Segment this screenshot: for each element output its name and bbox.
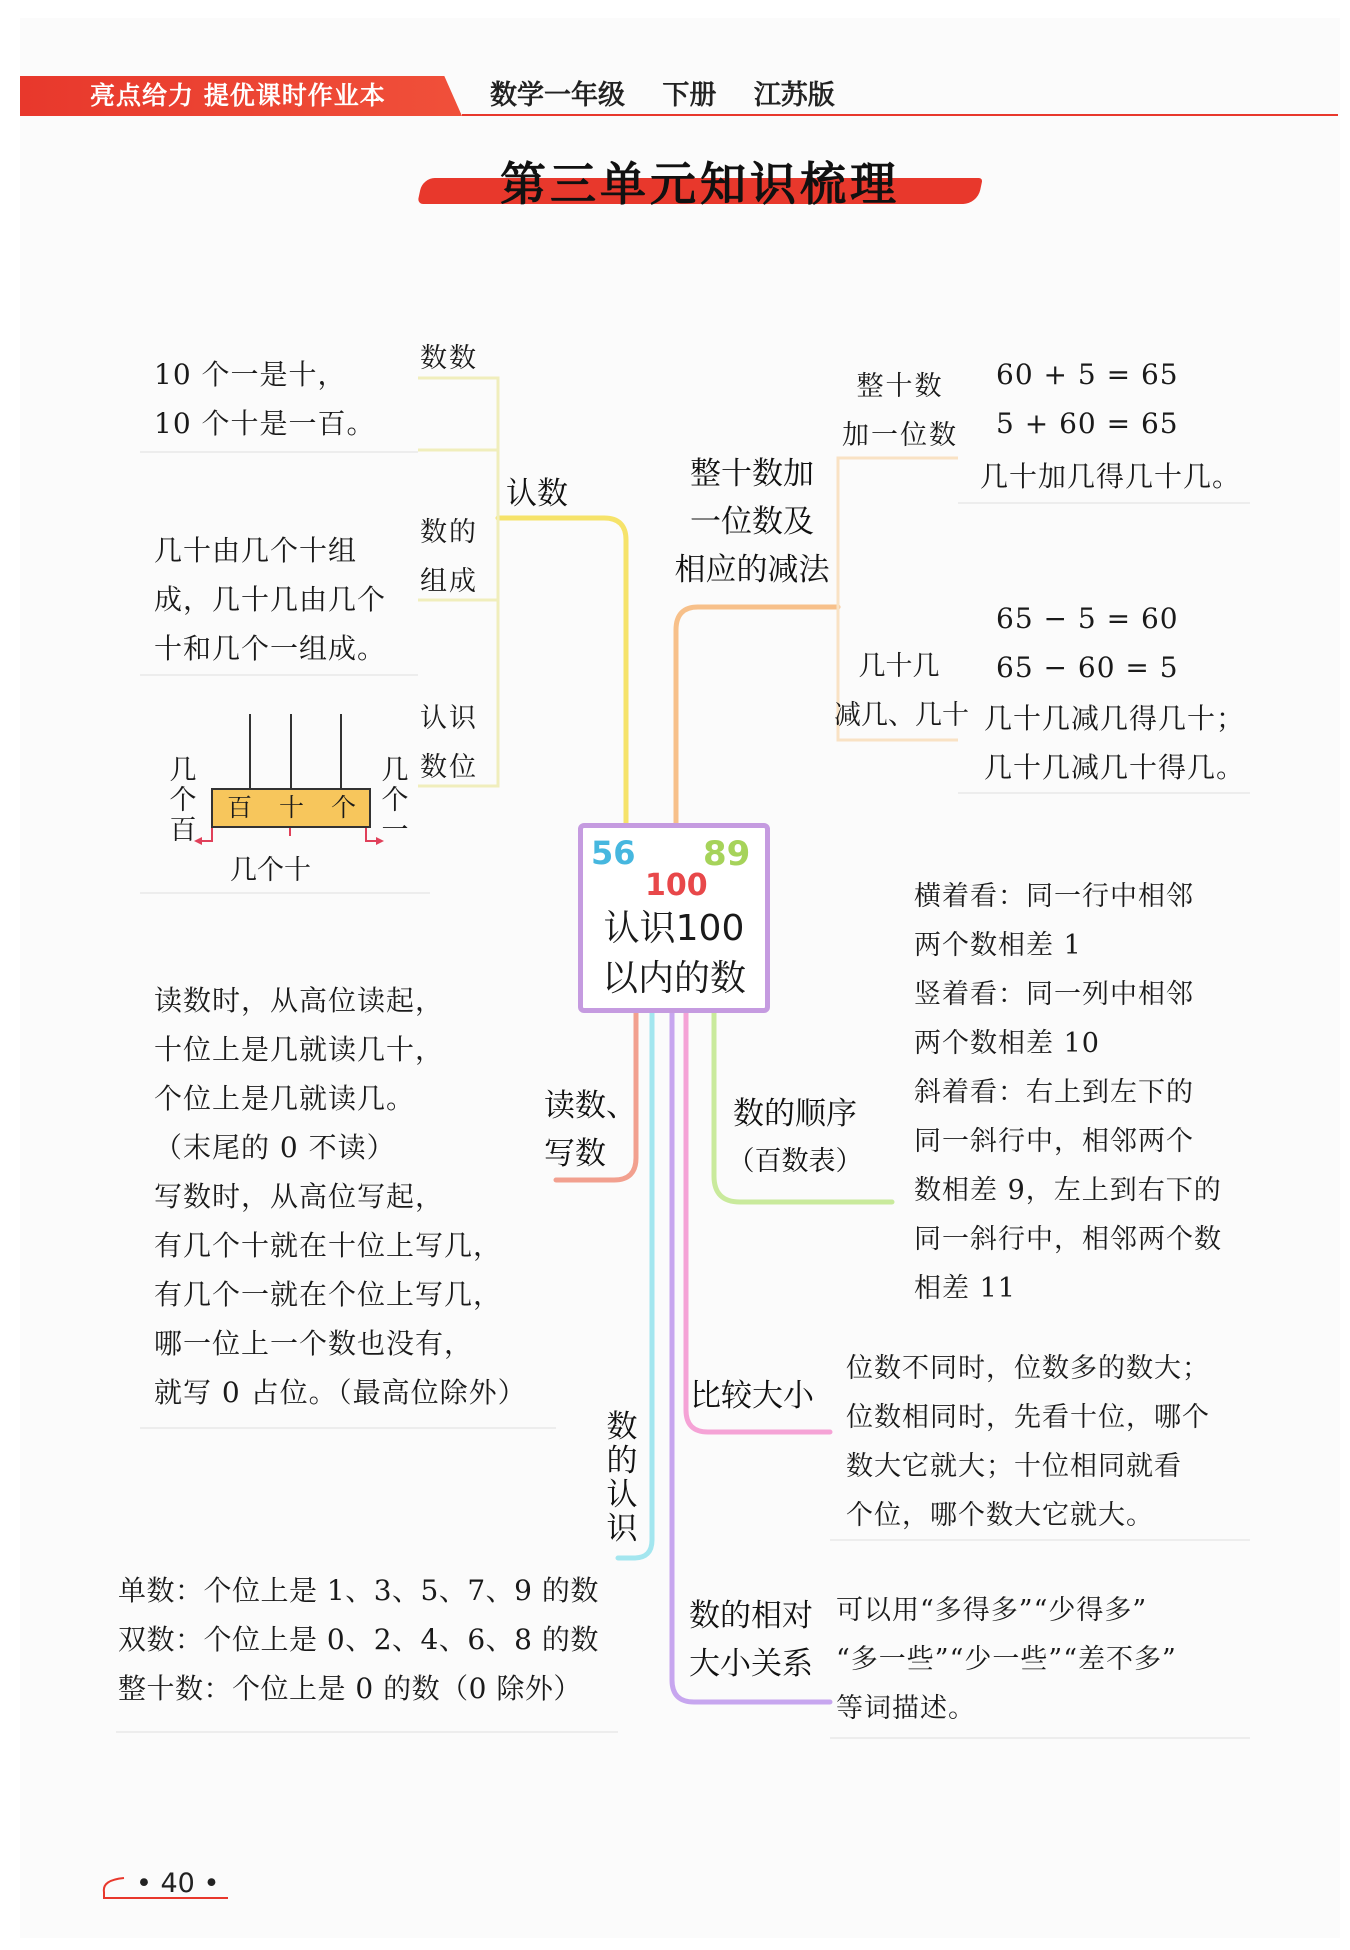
- branch-shudrenshi: [602, 1410, 642, 1546]
- note-duxie-line4: （末尾的 0 不读）: [154, 1131, 396, 1164]
- branch-zhengshi-line2: 一位数及: [690, 504, 814, 540]
- note-duxie-line7: 有几个一就在个位上写几，: [154, 1278, 503, 1311]
- abacus-left-label: [168, 756, 198, 846]
- central-topic-line2: 以内的数: [601, 958, 746, 999]
- note-jia-eq1: 60 + 5 = 65: [996, 358, 1179, 391]
- note-shushu-line1: 10 个一是十，: [154, 358, 347, 391]
- edition-label: 江苏版: [753, 80, 835, 111]
- abacus-right-char2: 个: [381, 785, 409, 816]
- note-shushu-line2: 10 个十是一百。: [154, 407, 376, 440]
- abacus-left-char1: 几: [169, 755, 197, 786]
- note-duxie-line8: 哪一位上一个数也没有，: [154, 1327, 474, 1360]
- connector-bijiao: [686, 1013, 830, 1432]
- note-zucheng-line3: 十和几个一组成。: [154, 632, 387, 665]
- note-xiangdui: [836, 1586, 1177, 1733]
- abacus-frame: [211, 788, 371, 828]
- branch-renshi-char1: 数: [606, 1409, 638, 1445]
- abacus-right-label: [380, 756, 410, 846]
- note-duxie-line3: 个位上是几就读几。: [154, 1082, 416, 1115]
- note-danshuang-line3: 整十数：个位上是 0 的数（0 除外）: [118, 1672, 582, 1705]
- note-xiangdui-line2: “多一些”“少一些”“差不多”: [836, 1644, 1177, 1675]
- note-shunxu-line9: 相差 11: [914, 1273, 1016, 1304]
- page-title: 第三单元知识梳理: [500, 157, 900, 211]
- center-number-56: 56: [591, 834, 636, 872]
- abacus-bottom-label: 几个十: [230, 855, 311, 886]
- sub-zucheng-line1: 数的: [420, 517, 478, 548]
- note-zucheng-line2: 成，几十几由几个: [154, 583, 387, 616]
- abacus-rod-ones: [340, 714, 342, 790]
- abacus-left-char2: 个: [169, 785, 197, 816]
- note-bijiao-line3: 数大它就大；十位相同就看: [846, 1451, 1182, 1482]
- abacus-hundreds-label: 百: [227, 793, 253, 822]
- note-duxie-line1: 读数时，从高位读起，: [154, 984, 445, 1017]
- connector-zhengshi: [676, 607, 838, 823]
- note-shunxu-line1: 横着看：同一行中相邻: [914, 881, 1194, 912]
- note-shunxu-line5: 斜着看：右上到左下的: [914, 1077, 1194, 1108]
- abacus-tens-label: 十: [279, 793, 305, 822]
- branch-renshi-char4: 识: [606, 1511, 638, 1547]
- branch-renshu: 认数: [506, 476, 568, 512]
- branch-xiangdui: [676, 1592, 826, 1688]
- note-shunxu-line2: 两个数相差 1: [914, 930, 1082, 961]
- note-duxie-line9: 就写 0 占位。（最高位除外）: [154, 1376, 527, 1409]
- sub-jian-line1: 几十几: [858, 651, 940, 682]
- page-number: • 40 •: [136, 1868, 220, 1899]
- branch-duxie-line2: 写数: [544, 1136, 606, 1172]
- sub-zucheng-line2: 组成: [420, 566, 478, 597]
- center-number-100: 100: [645, 868, 708, 903]
- branch-renshi-char2: 的: [606, 1443, 638, 1479]
- note-zucheng: [154, 526, 386, 673]
- center-number-89: 89: [703, 834, 751, 874]
- sub-shuwei-line1: 认识: [420, 703, 478, 734]
- note-danshuang-line1: 单数：个位上是 1、3、5、7、9 的数: [118, 1574, 599, 1607]
- sub-shushu: 数数: [420, 343, 478, 374]
- brand-name: 亮点给力 提优课时作业本: [90, 81, 386, 110]
- note-jian-rule: [984, 694, 1245, 792]
- abacus-ones-label: 个: [331, 793, 357, 822]
- note-duxie-line2: 十位上是几就读几十，: [154, 1033, 445, 1066]
- note-bijiao: [846, 1344, 1210, 1540]
- branch-bijiao: 比较大小: [690, 1378, 814, 1414]
- note-jian-rule1: 几十几减几得几十；: [984, 702, 1246, 735]
- sub-jia-line1: 整十数: [856, 371, 944, 402]
- note-zucheng-line1: 几十由几个十组: [154, 534, 358, 567]
- abacus-right-char1: 几: [381, 755, 409, 786]
- central-topic: [578, 823, 770, 1013]
- note-shushu: [154, 350, 376, 448]
- note-bijiao-line4: 个位，哪个数大它就大。: [846, 1500, 1154, 1531]
- subject-label: 数学一年级: [490, 80, 625, 111]
- note-shunxu-line8: 同一斜行中，相邻两个数: [914, 1224, 1222, 1255]
- sub-shuwei: [420, 694, 478, 792]
- branch-zhengshi-line1: 整十数加: [690, 456, 814, 492]
- abacus-arrows: [190, 826, 400, 856]
- branch-shunxu: [720, 1090, 870, 1186]
- note-shunxu-line3: 竖着看：同一列中相邻: [914, 979, 1194, 1010]
- note-jia-equations: [996, 350, 1179, 448]
- note-danshuang-line2: 双数：个位上是 0、2、4、6、8 的数: [118, 1623, 599, 1656]
- note-xiangdui-line3: 等词描述。: [836, 1693, 976, 1724]
- note-bijiao-line2: 位数相同时，先看十位，哪个: [846, 1402, 1210, 1433]
- branch-shunxu-line2: （百数表）: [727, 1146, 863, 1177]
- sub-jia-line2: 加一位数: [842, 420, 958, 451]
- branch-xiangdui-line1: 数的相对: [689, 1598, 813, 1634]
- branch-renshi-char3: 认: [606, 1477, 638, 1513]
- branch-duxie-line1: 读数、: [544, 1088, 637, 1124]
- note-shunxu: [914, 872, 1222, 1313]
- branch-xiangdui-line2: 大小关系: [689, 1646, 813, 1682]
- note-duxie-line5: 写数时，从高位写起，: [154, 1180, 445, 1213]
- branch-shunxu-line1: 数的顺序: [733, 1096, 857, 1132]
- sub-jian-line2: 减几、几十: [834, 700, 969, 731]
- volume-label: 下册: [662, 80, 717, 111]
- note-shunxu-line6: 同一斜行中，相邻两个: [914, 1126, 1194, 1157]
- connector-renshu: [498, 518, 626, 823]
- central-topic-line1: 认识100: [603, 908, 745, 949]
- branch-zhengshi-line3: 相应的减法: [674, 552, 830, 588]
- note-jian-equations: [996, 594, 1179, 692]
- note-bijiao-line1: 位数不同时，位数多的数大；: [846, 1353, 1210, 1384]
- note-jia-rule: 几十加几得几十几。: [980, 460, 1242, 493]
- note-jian-eq2: 65 − 60 = 5: [996, 651, 1179, 684]
- note-shunxu-line4: 两个数相差 10: [914, 1028, 1100, 1059]
- abacus-rod-hundreds: [249, 714, 251, 790]
- note-duxie-line6: 有几个十就在十位上写几，: [154, 1229, 503, 1262]
- sub-jian: [834, 642, 969, 740]
- note-jian-rule2: 几十几减几十得几。: [984, 751, 1246, 784]
- branch-zhengshi: [664, 450, 840, 594]
- note-shunxu-line7: 数相差 9，左上到右下的: [914, 1175, 1222, 1206]
- note-danshuang: [118, 1566, 599, 1713]
- sub-zucheng: [420, 508, 478, 606]
- abacus-rod-tens: [290, 714, 292, 790]
- abacus-right-char3: 一: [381, 815, 409, 846]
- note-duxie: [154, 976, 527, 1417]
- abacus-left-char3: 百: [169, 815, 197, 846]
- sub-jia: [840, 362, 960, 460]
- note-jia-eq2: 5 + 60 = 65: [996, 407, 1179, 440]
- sub-shuwei-line2: 数位: [420, 752, 478, 783]
- branch-duxie: [544, 1082, 637, 1178]
- note-xiangdui-line1: 可以用“多得多”“少得多”: [836, 1595, 1148, 1626]
- note-jian-eq1: 65 − 5 = 60: [996, 602, 1179, 635]
